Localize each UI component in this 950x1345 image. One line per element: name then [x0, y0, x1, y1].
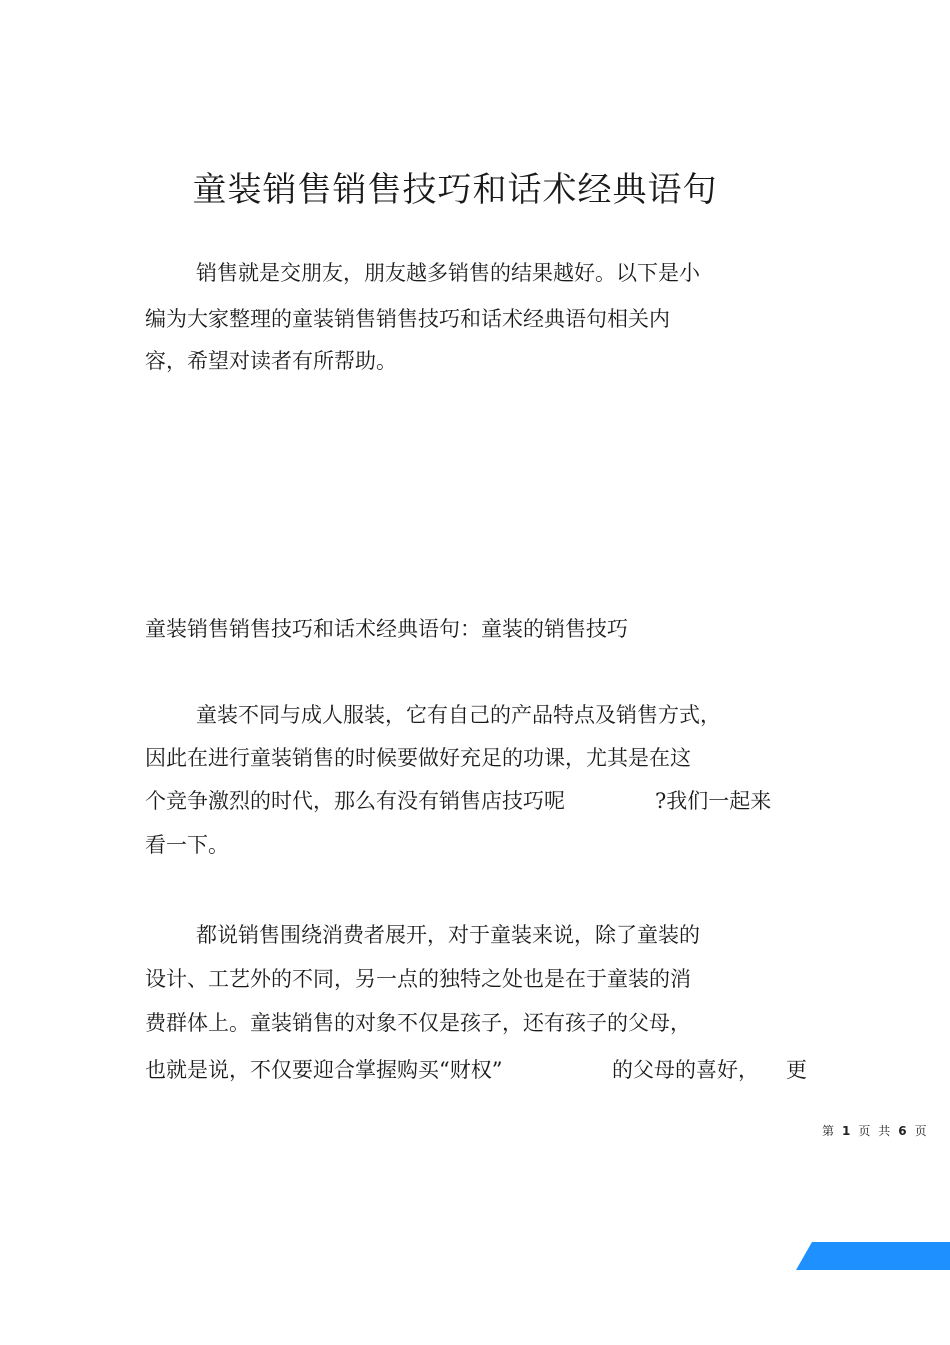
- paragraph2-line-1: 都说销售围绕消费者展开，对于童装来说，除了童装的: [196, 923, 700, 947]
- paragraph2-line-2: 设计、工艺外的不同，另一点的独特之处也是在于童装的消: [145, 967, 691, 991]
- paragraph2-line-4b: 的父母的喜好，: [612, 1058, 759, 1082]
- intro-line-3: 容，希望对读者有所帮助。: [145, 349, 397, 373]
- page-footer: [820, 1122, 929, 1140]
- footer-page-word: 页: [858, 1124, 871, 1138]
- footer-current-page: 1: [842, 1124, 851, 1138]
- paragraph1-line-3a: 个竞争激烈的时代，那么有没有销售店技巧呢: [145, 789, 565, 813]
- footer-total-word: 共: [878, 1124, 891, 1138]
- intro-line-1: 销售就是交朋友，朋友越多销售的结果越好。以下是小: [196, 261, 700, 285]
- intro-line-2: 编为大家整理的童装销售销售技巧和话术经典语句相关内: [145, 307, 670, 331]
- paragraph2-line-3: 费群体上。童装销售的对象不仅是孩子，还有孩子的父母，: [145, 1011, 691, 1035]
- accent-band-shape: [796, 1242, 950, 1270]
- paragraph1-line-4: 看一下。: [145, 833, 229, 857]
- paragraph1-line-3b: ?我们一起来: [655, 789, 772, 813]
- paragraph2-line-4a: 也就是说，不仅要迎合掌握购买“财权”: [145, 1058, 503, 1082]
- paragraph1-line-2: 因此在进行童装销售的时候要做好充足的功课，尤其是在这: [145, 746, 691, 770]
- paragraph1-line-1: 童装不同与成人服装，它有自己的产品特点及销售方式，: [196, 703, 721, 727]
- footer-total-pages: 6: [898, 1124, 907, 1138]
- page-title: 童装销售销售技巧和话术经典语句: [192, 170, 718, 210]
- footer-suffix: 页: [914, 1124, 927, 1138]
- footer-prefix: 第: [822, 1124, 835, 1138]
- section-heading: 童装销售销售技巧和话术经典语句：童装的销售技巧: [145, 617, 628, 641]
- paragraph2-line-4c: 更: [786, 1058, 807, 1082]
